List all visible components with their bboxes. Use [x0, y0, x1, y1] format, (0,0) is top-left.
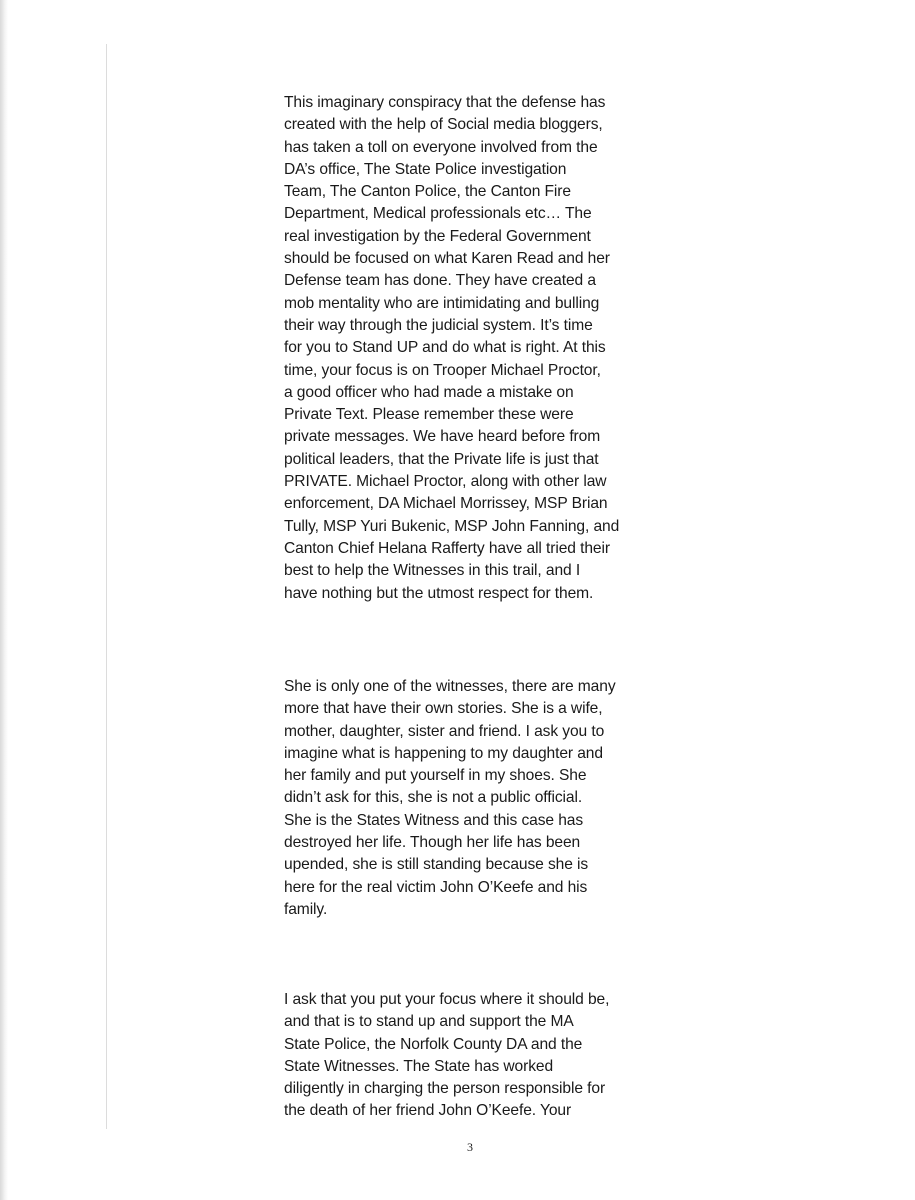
paragraph-2 — [284, 676, 669, 921]
text-line: has taken a toll on everyone involved from the — [284, 138, 598, 156]
text-line: Tully, MSP Yuri Bukenic, MSP John Fanning, and — [284, 517, 620, 535]
margin-rule — [106, 44, 107, 1129]
text-line: imagine what is happening to my daughter and — [284, 744, 603, 762]
text-line: enforcement, DA Michael Morrissey, MSP Brian — [284, 495, 608, 513]
text-line: mother, daughter, sister and friend. I ask you to — [284, 722, 605, 740]
text-line: diligently in charging the person responsible for — [284, 1080, 606, 1098]
text-line: have nothing but the utmost respect for them. — [284, 584, 594, 602]
text-line: PRIVATE. Michael Proctor, along with other law — [284, 473, 607, 491]
text-line: the death of her friend John O’Keefe. Your — [284, 1102, 572, 1120]
page-edge-shadow — [0, 0, 8, 1200]
text-line: DA’s office, The State Police investigation — [284, 160, 567, 178]
page-number: 3 — [467, 1140, 473, 1154]
text-line: She is only one of the witnesses, there are many — [284, 678, 616, 695]
text-line: Defense team has done. They have created a — [284, 272, 596, 290]
text-line: This imaginary conspiracy that the defense has — [284, 94, 606, 111]
text-line: I ask that you put your focus where it should be, — [284, 991, 610, 1008]
text-line: upended, she is still standing because she is — [284, 856, 589, 874]
text-line: their way through the judicial system. It’s time — [284, 316, 593, 334]
text-line: Private Text. Please remember these were — [284, 406, 574, 424]
text-line: Department, Medical professionals etc… The — [284, 205, 592, 223]
text-line: destroyed her life. Though her life has been — [284, 834, 581, 852]
text-line: and that is to stand up and support the MA — [284, 1013, 574, 1031]
text-line: mob mentality who are intimidating and bulling — [284, 294, 600, 312]
text-line: for you to Stand UP and do what is right. At this — [284, 339, 606, 357]
text-line: State Police, the Norfolk County DA and the — [284, 1035, 583, 1053]
text-line: her family and put yourself in my shoes. She — [284, 767, 587, 785]
text-line: didn’t ask for this, she is not a public official. — [284, 789, 583, 807]
text-line: a good officer who had made a mistake on — [284, 383, 574, 401]
text-line: real investigation by the Federal Government — [284, 227, 591, 245]
text-line: Team, The Canton Police, the Canton Fire — [284, 183, 571, 201]
text-line: should be focused on what Karen Read and her — [284, 250, 610, 268]
text-line: Canton Chief Helana Rafferty have all tried their — [284, 539, 610, 557]
text-line: more that have their own stories. She is a wife, — [284, 700, 603, 718]
text-line: best to help the Witnesses in this trail, and I — [284, 562, 581, 580]
text-line: State Witnesses. The State has worked — [284, 1057, 554, 1075]
paragraph-3 — [284, 989, 669, 1123]
text-line: family. — [284, 900, 328, 918]
paragraph-1 — [284, 92, 669, 605]
text-line: She is the States Witness and this case has — [284, 811, 584, 829]
text-line: private messages. We have heard before from — [284, 428, 601, 446]
text-line: time, your focus is on Trooper Michael Proctor, — [284, 361, 601, 379]
text-line: created with the help of Social media bloggers, — [284, 116, 603, 134]
text-line: here for the real victim John O’Keefe and his — [284, 878, 588, 896]
text-line: political leaders, that the Private life is just that — [284, 450, 599, 468]
